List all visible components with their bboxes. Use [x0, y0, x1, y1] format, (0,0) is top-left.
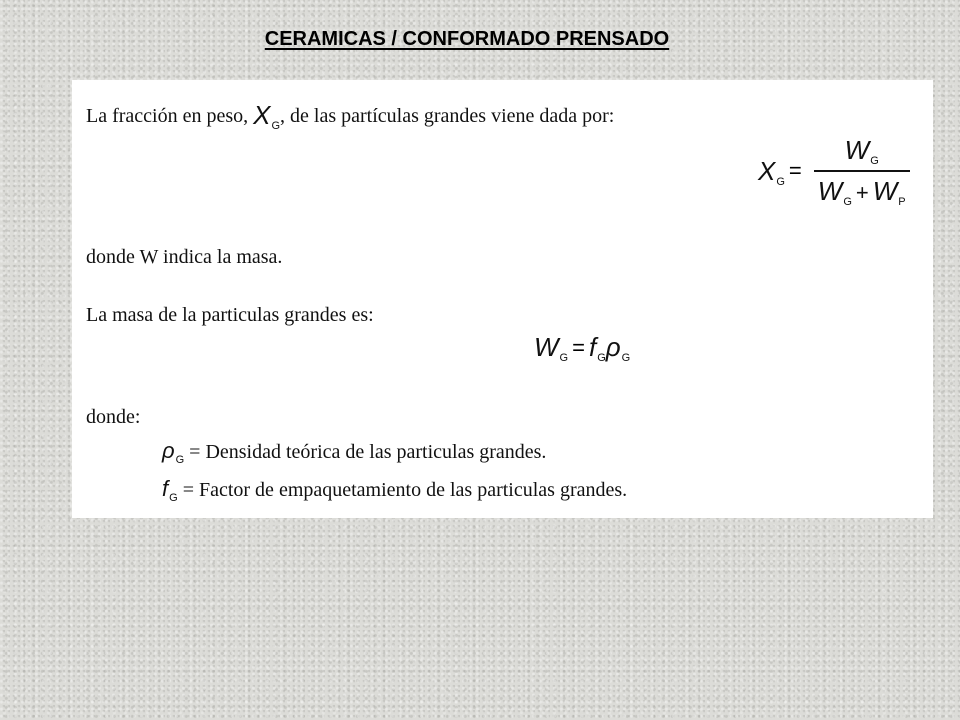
- f-g-symbol: $f_G$: [162, 476, 178, 504]
- mass-note-line: donde W indica la masa.: [86, 246, 283, 268]
- formula-wg-lhs: WG: [534, 332, 569, 364]
- definition-density: [162, 438, 546, 464]
- content-panel: [72, 80, 933, 518]
- formula-wg-rhs: fGρG: [588, 332, 631, 364]
- formula-xg-numerator: WG: [844, 135, 879, 167]
- intro-text-post: , de las partículas grandes viene dada por:: [280, 105, 615, 127]
- intro-line: [86, 98, 615, 132]
- formula-xg-lhs: XG: [758, 155, 785, 188]
- formula-xg-denominator: WG + WP: [814, 170, 910, 207]
- slide-title-text: CERAMICAS / CONFORMADO PRENSADO: [264, 28, 670, 50]
- large-particle-mass-line: La masa de la particulas grandes es:: [86, 304, 374, 326]
- definition-packing-factor-text: = Factor de empaquetamiento de las particulas grandes.: [182, 479, 628, 501]
- where-label: donde:: [86, 406, 141, 428]
- definition-density-text: = Densidad teórica de las particulas grandes.: [189, 441, 547, 463]
- slide-title: [0, 28, 960, 51]
- formula-mass-large-particles: [534, 332, 630, 363]
- formula-xg-equals: =: [788, 158, 802, 183]
- inline-xg-symbol: XG: [253, 100, 281, 132]
- intro-text-pre: La fracción en peso,: [86, 105, 249, 127]
- formula-wg-equals: =: [572, 334, 585, 360]
- rho-g-symbol: $\rho_G$: [162, 438, 185, 466]
- formula-weight-fraction: [758, 135, 910, 207]
- formula-xg-fraction: [814, 135, 910, 207]
- definition-packing-factor: [162, 476, 627, 502]
